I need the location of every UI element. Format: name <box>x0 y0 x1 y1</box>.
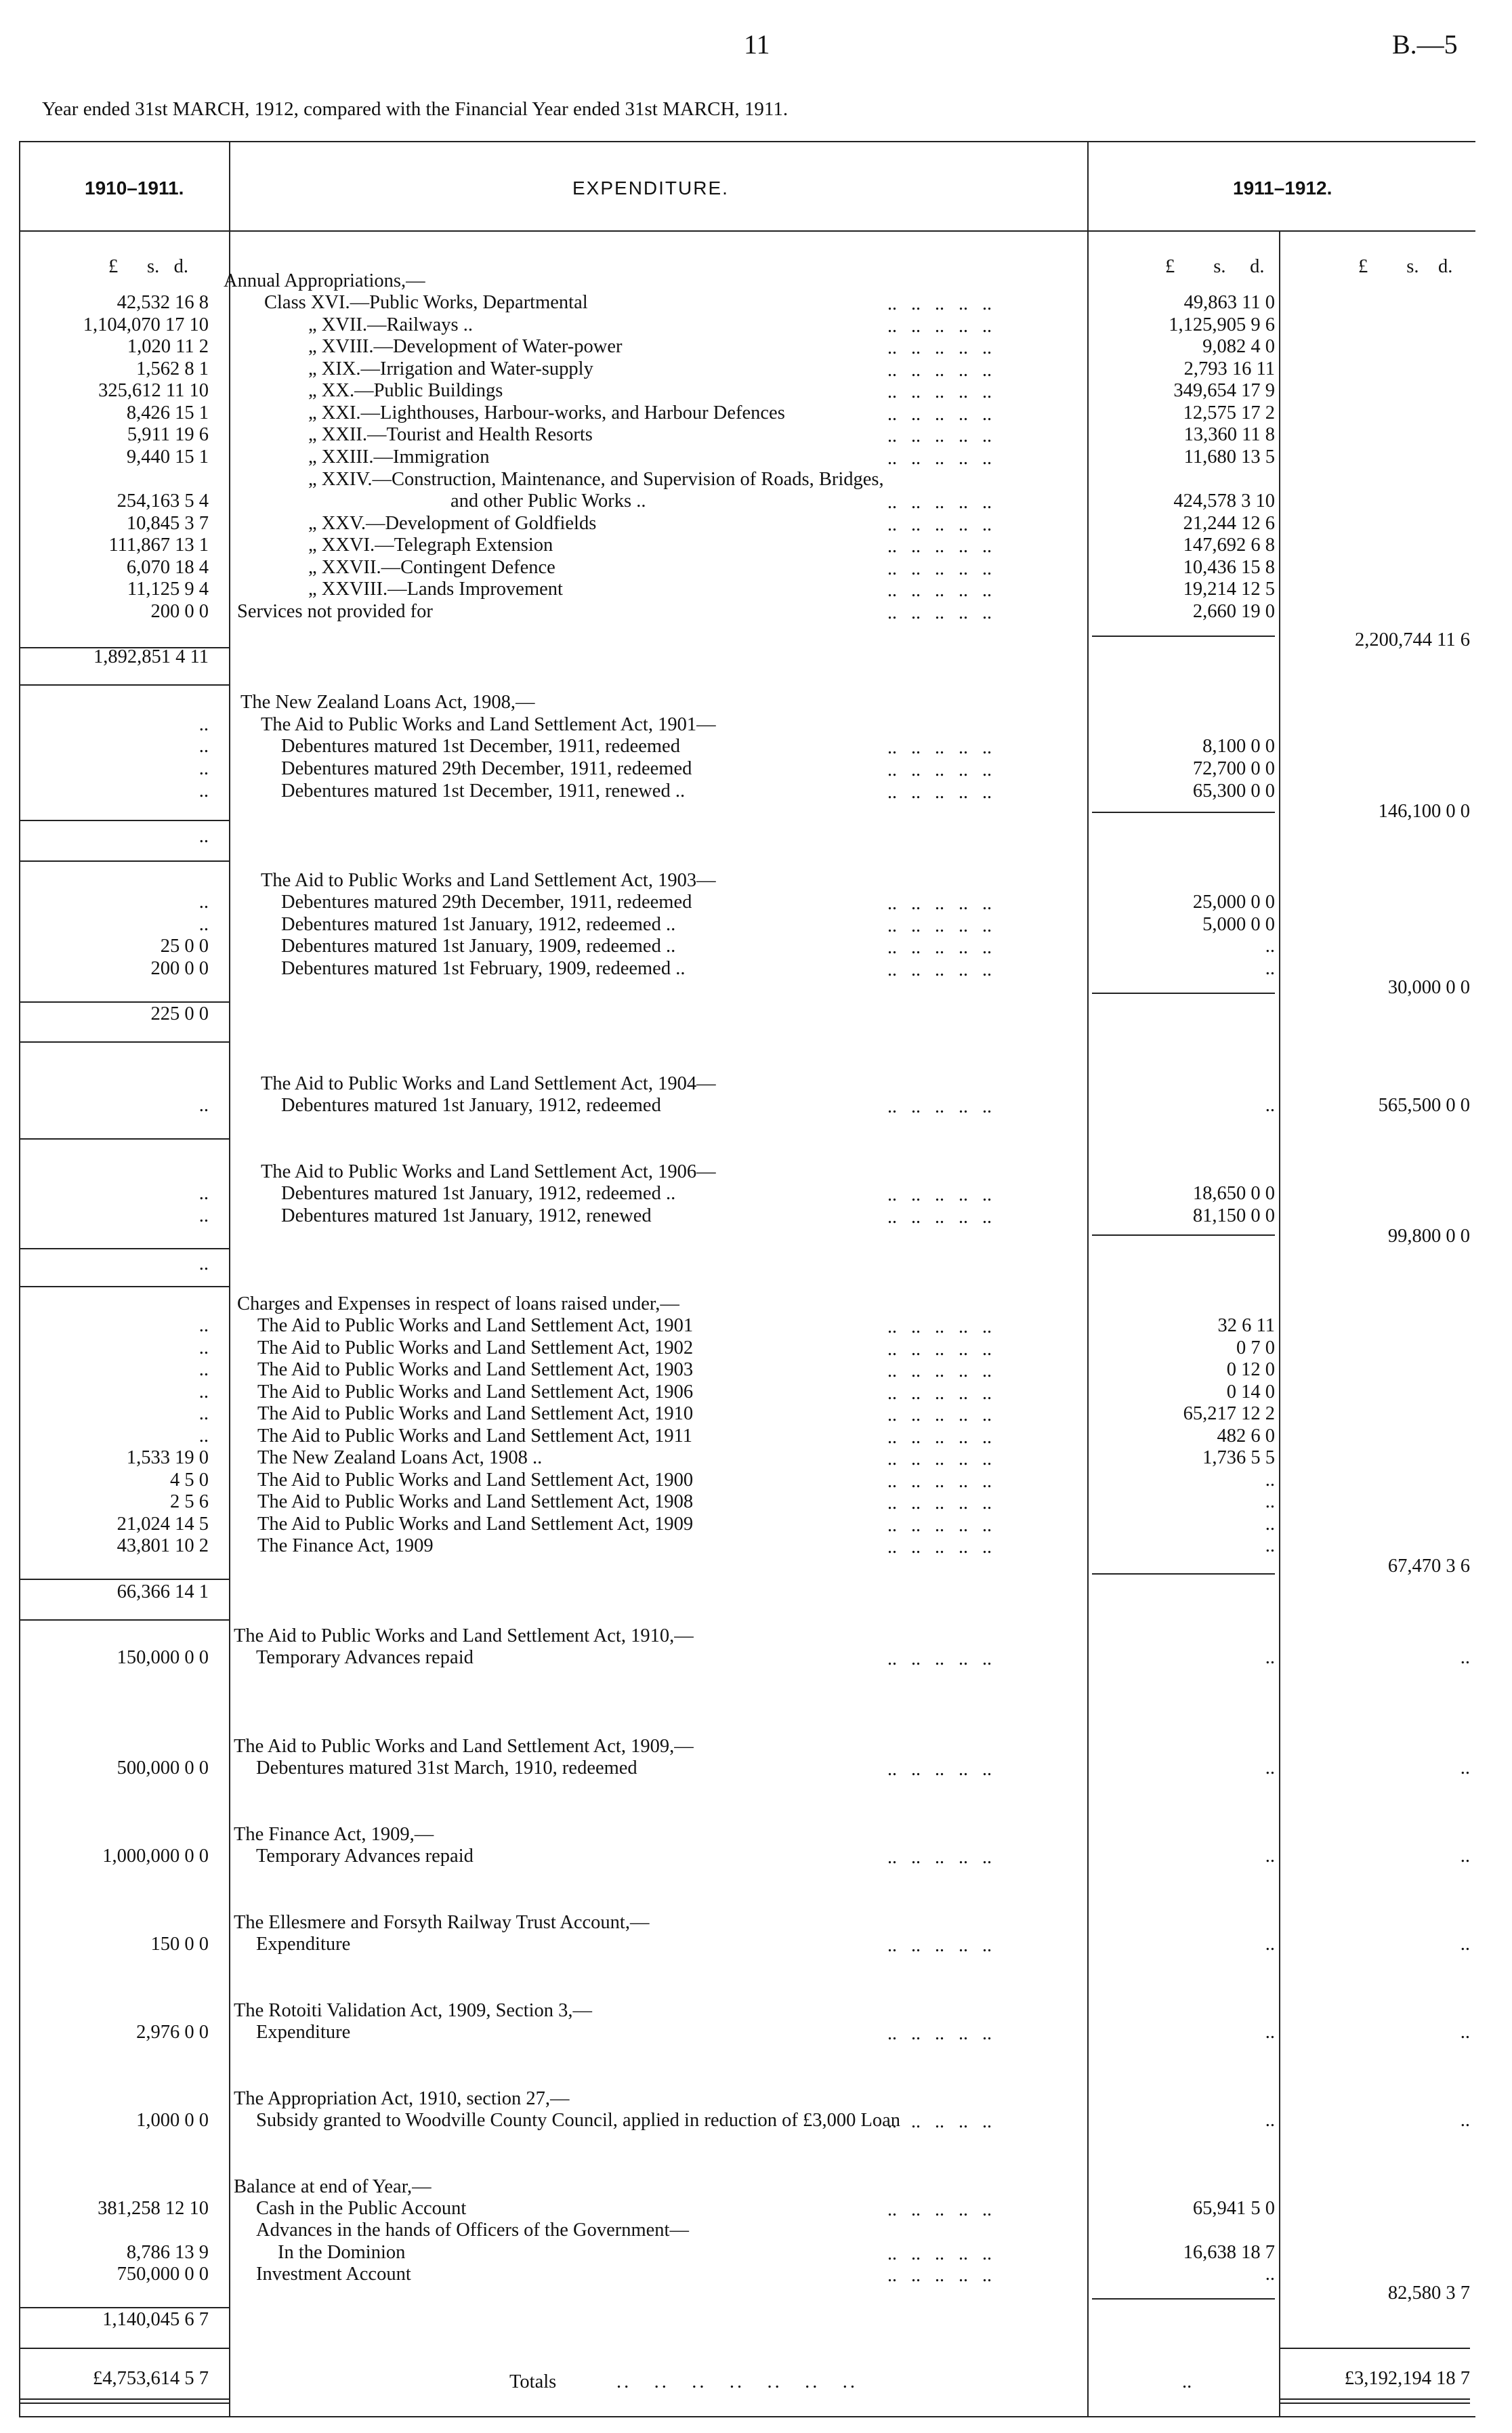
leader-dots: .. .. .. .. .. <box>887 316 992 337</box>
subtotal-rule <box>1092 2298 1275 2300</box>
subtotal-rule <box>19 684 229 686</box>
mid-amount: 5,000 0 0 <box>1202 914 1275 935</box>
totals-leader-dots: .. .. .. .. .. .. .. <box>616 2371 858 2392</box>
mid-amount: 9,082 4 0 <box>1202 336 1275 357</box>
line-description: „ XXIV.—Construction, Maintenance, and Supervision of Roads, Bridges, <box>308 469 884 490</box>
line-description: Investment Account <box>256 2264 411 2285</box>
leader-dots: .. .. .. .. .. <box>887 1648 992 1669</box>
line-description: Debentures matured 1st January, 1909, redeemed .. <box>281 936 676 957</box>
mid-amount: .. <box>1265 936 1275 957</box>
right-amount: 82,580 3 7 <box>1387 2283 1470 2304</box>
table-top-rule <box>19 141 1475 142</box>
leader-dots: .. .. .. .. .. <box>887 2265 992 2286</box>
line-description: „ XXVI.—Telegraph Extension <box>308 535 553 556</box>
left-amount: 25 0 0 <box>160 936 209 957</box>
line-description: The Aid to Public Works and Land Settlement Act, 1901 <box>257 1315 694 1336</box>
mid-amount: 16,638 18 7 <box>1183 2242 1275 2263</box>
mid-amount: 18,650 0 0 <box>1192 1183 1275 1204</box>
left-amount: .. <box>198 1315 209 1336</box>
leader-dots: .. .. .. .. .. <box>887 425 992 446</box>
right-amount: 2,200,744 11 6 <box>1355 629 1470 650</box>
subtotal-rule <box>1092 993 1275 994</box>
leader-dots: .. .. .. .. .. <box>887 536 992 557</box>
mid-amount: 8,100 0 0 <box>1202 736 1275 757</box>
leader-dots: .. .. .. .. .. <box>887 492 992 513</box>
leader-dots: .. .. .. .. .. <box>887 1449 992 1470</box>
line-description: „ XXII.—Tourist and Health Resorts <box>308 424 593 445</box>
mid-amount: .. <box>1265 2022 1275 2043</box>
left-amount: 1,562 8 1 <box>136 358 209 379</box>
mid-amount: 1,125,905 9 6 <box>1169 314 1275 335</box>
line-description: Charges and Expenses in respect of loans raised under,— <box>237 1293 679 1314</box>
line-description: Debentures matured 29th December, 1911, redeemed <box>281 758 692 779</box>
line-description: Cash in the Public Account <box>256 2198 467 2219</box>
mid-currency-heading <box>1165 256 1264 278</box>
subtotal-rule <box>19 2307 229 2308</box>
subtotal-rule <box>19 1041 229 1043</box>
leader-dots: .. .. .. .. .. <box>887 2023 992 2044</box>
line-description: „ XXV.—Development of Goldfields <box>308 513 597 534</box>
mid-amount: 13,360 11 8 <box>1183 424 1275 445</box>
column-header-1910-1911: 1910–1911. <box>85 178 184 199</box>
leader-dots: .. .. .. .. .. <box>887 404 992 425</box>
pence-label: d. <box>1250 256 1265 277</box>
mid-column-divider <box>1087 141 1089 2416</box>
left-amount: 2,976 0 0 <box>136 2022 209 2043</box>
left-amount: .. <box>198 826 209 847</box>
leader-dots: .. .. .. .. .. <box>887 1096 992 1117</box>
leader-dots: .. .. .. .. .. <box>887 1471 992 1492</box>
line-description: The Aid to Public Works and Land Settlement Act, 1903— <box>261 870 716 891</box>
mid-amount: 0 7 0 <box>1236 1337 1275 1358</box>
left-amount: .. <box>198 1381 209 1402</box>
mid-amount: .. <box>1265 958 1275 979</box>
page-number: 11 <box>744 29 770 60</box>
line-description: „ XIX.—Irrigation and Water-supply <box>308 358 593 379</box>
subtotal-rule <box>1279 2348 1470 2349</box>
line-description: The Finance Act, 1909 <box>257 1535 434 1556</box>
subtotal-rule <box>19 1001 229 1003</box>
leader-dots: .. .. .. .. .. <box>887 760 992 781</box>
line-description: The Aid to Public Works and Land Settlement Act, 1909,— <box>234 1736 694 1757</box>
left-amount: .. <box>198 781 209 802</box>
leader-dots: .. .. .. .. .. <box>887 1184 992 1205</box>
total-1910-1911: £4,753,614 5 7 <box>93 2368 209 2389</box>
doc-reference: B.—5 <box>1392 29 1458 60</box>
left-amount: 6,070 18 4 <box>126 557 209 578</box>
left-amount: .. <box>198 714 209 735</box>
left-amount: .. <box>198 758 209 779</box>
right-amount: .. <box>1460 1846 1470 1867</box>
subtotal-rule <box>1092 812 1275 813</box>
total-double-rule <box>1279 2398 1470 2404</box>
mid-amount: .. <box>1265 1535 1275 1556</box>
line-description: „ XXVII.—Contingent Defence <box>308 557 555 578</box>
mid-amount: .. <box>1265 1514 1275 1535</box>
leader-dots: .. .. .. .. .. <box>887 915 992 936</box>
line-description: Debentures matured 31st March, 1910, redeemed <box>256 1758 637 1779</box>
mid-amount: 32 6 11 <box>1217 1315 1275 1336</box>
left-amount: 1,104,070 17 10 <box>83 314 209 335</box>
subtotal-rule <box>19 860 229 862</box>
left-amount: 325,612 11 10 <box>98 380 209 401</box>
line-description: „ XXVIII.—Lands Improvement <box>308 579 563 600</box>
mid-amount: 11,680 13 5 <box>1183 446 1275 467</box>
left-amount: .. <box>198 1205 209 1226</box>
mid-amount: 65,217 12 2 <box>1183 1403 1275 1424</box>
pound-label: £ <box>1358 256 1368 277</box>
line-description: „ XXIII.—Immigration <box>308 446 490 467</box>
left-amount: 1,892,851 4 11 <box>93 646 209 667</box>
subtotal-rule <box>19 1619 229 1621</box>
left-amount: .. <box>198 1253 209 1274</box>
line-description: Debentures matured 1st January, 1912, redeemed .. <box>281 914 676 935</box>
line-description: The Aid to Public Works and Land Settlement Act, 1904— <box>261 1073 716 1094</box>
leader-dots: .. .. .. .. .. <box>887 782 992 803</box>
left-amount: .. <box>198 1359 209 1380</box>
left-amount: 11,125 9 4 <box>127 579 209 600</box>
leader-dots: .. .. .. .. .. <box>887 937 992 958</box>
mid-amount: 25,000 0 0 <box>1192 892 1275 913</box>
subtotal-rule <box>19 2348 229 2349</box>
mid-amount: 482 6 0 <box>1217 1426 1275 1447</box>
left-amount: 500,000 0 0 <box>117 1758 209 1779</box>
line-description: and other Public Works .. <box>450 491 646 512</box>
mid-amount: 81,150 0 0 <box>1192 1205 1275 1226</box>
line-description: Services not provided for <box>237 601 433 622</box>
mid-amount: 424,578 3 10 <box>1173 491 1275 512</box>
table-bottom-rule <box>19 2416 1475 2417</box>
mid-amount: 21,244 12 6 <box>1183 513 1275 534</box>
line-description: The Aid to Public Works and Land Settlement Act, 1908 <box>257 1491 694 1512</box>
left-amount: 8,426 15 1 <box>126 402 209 423</box>
mid-amount: 65,300 0 0 <box>1192 781 1275 802</box>
leader-dots: .. .. .. .. .. <box>887 2199 992 2220</box>
leader-dots: .. .. .. .. .. <box>887 1207 992 1228</box>
line-description: „ XX.—Public Buildings <box>308 380 503 401</box>
line-description: The Aid to Public Works and Land Settlement Act, 1901— <box>261 714 716 735</box>
left-amount: 42,532 16 8 <box>117 292 209 313</box>
mid-amount: .. <box>1265 1934 1275 1955</box>
right-currency-heading <box>1358 256 1452 278</box>
mid-amount: .. <box>1265 1470 1275 1491</box>
leader-dots: .. .. .. .. .. <box>887 1339 992 1360</box>
leader-dots: .. .. .. .. .. <box>887 1847 992 1868</box>
left-amount: 750,000 0 0 <box>117 2264 209 2285</box>
left-amount: .. <box>198 1337 209 1358</box>
line-description: The Aid to Public Works and Land Settlement Act, 1911 <box>257 1426 693 1447</box>
left-amount: 381,258 12 10 <box>98 2198 209 2219</box>
line-description: The Appropriation Act, 1910, section 27,— <box>234 2088 570 2109</box>
total-1911-1912: £3,192,194 18 7 <box>1344 2368 1470 2389</box>
line-description: The Aid to Public Works and Land Settlement Act, 1902 <box>257 1337 694 1358</box>
left-amount: .. <box>198 1183 209 1204</box>
header-bottom-rule <box>19 230 1475 232</box>
left-amount: 150 0 0 <box>150 1934 209 1955</box>
leader-dots: .. .. .. .. .. <box>887 580 992 601</box>
leader-dots: .. .. .. .. .. <box>887 1427 992 1448</box>
mid-amount: .. <box>1265 1491 1275 1512</box>
line-description: Subsidy granted to Woodville County Council, applied in reduction of £3,000 Loan <box>256 2110 901 2131</box>
leader-dots: .. .. .. .. .. <box>887 1759 992 1780</box>
line-description: Debentures matured 1st December, 1911, renewed .. <box>281 781 686 802</box>
left-amount: .. <box>198 1095 209 1116</box>
line-description: Debentures matured 29th December, 1911, redeemed <box>281 892 692 913</box>
left-amount: 200 0 0 <box>150 601 209 622</box>
line-description: Debentures matured 1st January, 1912, renewed <box>281 1205 652 1226</box>
pound-label: £ <box>108 256 119 277</box>
pound-label: £ <box>1165 256 1175 277</box>
left-column-divider <box>229 141 230 2416</box>
left-amount: .. <box>198 892 209 913</box>
left-amount: 2 5 6 <box>170 1491 209 1512</box>
left-amount: 1,140,045 6 7 <box>102 2309 209 2330</box>
table-left-edge <box>19 141 20 2416</box>
mid-amount: 72,700 0 0 <box>1192 758 1275 779</box>
left-amount: 10,845 3 7 <box>126 513 209 534</box>
left-amount: 43,801 10 2 <box>117 1535 209 1556</box>
left-currency-heading <box>108 256 188 278</box>
mid-amount: 1,736 5 5 <box>1202 1447 1275 1468</box>
left-amount: 8,786 13 9 <box>126 2242 209 2263</box>
shilling-label: s. <box>1406 256 1419 277</box>
mid-amount: .. <box>1265 1095 1275 1116</box>
right-amount: 146,100 0 0 <box>1378 801 1470 822</box>
page-subtitle: Year ended 31st MARCH, 1912, compared with the Financial Year ended 31st MARCH, 1911. <box>42 98 789 120</box>
line-description: In the Dominion <box>278 2242 406 2263</box>
line-description: The New Zealand Loans Act, 1908 .. <box>257 1447 543 1468</box>
line-description: The Aid to Public Works and Land Settlement Act, 1910 <box>257 1403 694 1424</box>
left-amount: 9,440 15 1 <box>126 446 209 467</box>
subtotal-rule <box>19 820 229 821</box>
line-description: The Finance Act, 1909,— <box>234 1824 434 1845</box>
line-description: Debentures matured 1st January, 1912, redeemed <box>281 1095 661 1116</box>
mid-amount: 10,436 15 8 <box>1183 557 1275 578</box>
left-amount: .. <box>198 914 209 935</box>
leader-dots: .. .. .. .. .. <box>887 1405 992 1426</box>
left-amount: 254,163 5 4 <box>117 491 209 512</box>
left-amount: 66,366 14 1 <box>117 1581 209 1602</box>
line-description: The Aid to Public Works and Land Settlement Act, 1900 <box>257 1470 694 1491</box>
subtotal-rule <box>1092 1234 1275 1236</box>
left-amount: .. <box>198 1426 209 1447</box>
right-amount: .. <box>1460 2110 1470 2131</box>
subtotal-rule <box>19 1579 229 1580</box>
pence-label: d. <box>1437 256 1453 277</box>
left-amount: .. <box>198 736 209 757</box>
leader-dots: .. .. .. .. .. <box>887 1383 992 1404</box>
line-description: The Aid to Public Works and Land Settlement Act, 1906— <box>261 1161 716 1182</box>
mid-amount: .. <box>1265 1758 1275 1779</box>
line-description: The Ellesmere and Forsyth Railway Trust Account,— <box>234 1912 650 1933</box>
mid-amount: 0 12 0 <box>1226 1359 1275 1380</box>
left-amount: 4 5 0 <box>170 1470 209 1491</box>
line-description: Debentures matured 1st January, 1912, redeemed .. <box>281 1183 676 1204</box>
line-description: Debentures matured 1st February, 1909, redeemed .. <box>281 958 686 979</box>
leader-dots: .. .. .. .. .. <box>887 1537 992 1558</box>
leader-dots: .. .. .. .. .. <box>887 293 992 314</box>
leader-dots: .. .. .. .. .. <box>887 448 992 469</box>
leader-dots: .. .. .. .. .. <box>887 1935 992 1956</box>
mid-amount: 49,863 11 0 <box>1183 292 1275 313</box>
right-amount: .. <box>1460 1758 1470 1779</box>
mid-amount: 19,214 12 5 <box>1183 579 1275 600</box>
leader-dots: .. .. .. .. .. <box>887 893 992 914</box>
leader-dots: .. .. .. .. .. <box>887 737 992 758</box>
leader-dots: .. .. .. .. .. <box>887 514 992 535</box>
mid-amount: .. <box>1265 1846 1275 1867</box>
leader-dots: .. .. .. .. .. <box>887 381 992 402</box>
leader-dots: .. .. .. .. .. <box>887 2111 992 2132</box>
leader-dots: .. .. .. .. .. <box>887 558 992 579</box>
total-mid-value: .. <box>1182 2371 1192 2392</box>
total-double-rule <box>19 2398 229 2404</box>
line-description: Temporary Advances repaid <box>256 1846 474 1867</box>
subtotal-rule <box>1092 1573 1275 1575</box>
line-description: The Aid to Public Works and Land Settlement Act, 1906 <box>257 1381 694 1402</box>
line-description: The New Zealand Loans Act, 1908,— <box>240 692 535 713</box>
line-description: Annual Appropriations,— <box>224 270 425 291</box>
line-description: The Aid to Public Works and Land Settlement Act, 1903 <box>257 1359 694 1380</box>
line-description: Class XVI.—Public Works, Departmental <box>264 292 588 313</box>
totals-label: Totals <box>509 2371 557 2392</box>
leader-dots: .. .. .. .. .. <box>887 1360 992 1381</box>
leader-dots: .. .. .. .. .. <box>887 1316 992 1337</box>
line-description: The Aid to Public Works and Land Settlement Act, 1909 <box>257 1514 694 1535</box>
shilling-label: s. <box>1213 256 1226 277</box>
mid-amount: 2,793 16 11 <box>1183 358 1275 379</box>
leader-dots: .. .. .. .. .. <box>887 2243 992 2264</box>
line-description: The Aid to Public Works and Land Settlement Act, 1910,— <box>234 1625 694 1646</box>
subtotal-rule <box>19 1286 229 1287</box>
leader-dots: .. .. .. .. .. <box>887 1493 992 1514</box>
right-amount: 565,500 0 0 <box>1378 1095 1470 1116</box>
left-amount: 225 0 0 <box>150 1003 209 1024</box>
line-description: Advances in the hands of Officers of the Government— <box>256 2220 689 2241</box>
leader-dots: .. .. .. .. .. <box>887 360 992 381</box>
left-amount: 150,000 0 0 <box>117 1647 209 1668</box>
mid-amount: .. <box>1265 2110 1275 2131</box>
right-amount: 30,000 0 0 <box>1387 977 1470 998</box>
subtotal-rule <box>1092 636 1275 637</box>
line-description: „ XVII.—Railways .. <box>308 314 473 335</box>
left-amount: .. <box>198 1403 209 1424</box>
mid-amount: 349,654 17 9 <box>1173 380 1275 401</box>
line-description: Expenditure <box>256 1934 351 1955</box>
mid-amount: .. <box>1265 1647 1275 1668</box>
right-amount: .. <box>1460 1934 1470 1955</box>
line-description: Temporary Advances repaid <box>256 1647 474 1668</box>
left-amount: 1,533 19 0 <box>126 1447 209 1468</box>
left-amount: 5,911 19 6 <box>127 424 209 445</box>
subtotal-rule <box>19 1138 229 1140</box>
mid-amount: 2,660 19 0 <box>1192 601 1275 622</box>
left-amount: 21,024 14 5 <box>117 1514 209 1535</box>
right-amount: .. <box>1460 1647 1470 1668</box>
left-amount: 1,020 11 2 <box>127 336 209 357</box>
leader-dots: .. .. .. .. .. <box>887 337 992 358</box>
leader-dots: .. .. .. .. .. <box>887 1515 992 1536</box>
column-header-1911-1912: 1911–1912. <box>1233 178 1332 199</box>
line-description: „ XVIII.—Development of Water-power <box>308 336 623 357</box>
leader-dots: .. .. .. .. .. <box>887 959 992 980</box>
subtotal-rule <box>19 1248 229 1249</box>
mid-amount: 0 14 0 <box>1226 1381 1275 1402</box>
mid-amount: 147,692 6 8 <box>1183 535 1275 556</box>
left-amount: 200 0 0 <box>150 958 209 979</box>
subtotal-rule <box>19 647 229 648</box>
mid-amount: 12,575 17 2 <box>1183 402 1275 423</box>
line-description: Debentures matured 1st December, 1911, redeemed <box>281 736 680 757</box>
column-header-expenditure: EXPENDITURE. <box>572 178 729 199</box>
right-amount: .. <box>1460 2022 1470 2043</box>
mid-amount: 65,941 5 0 <box>1192 2198 1275 2219</box>
right-amount: 67,470 3 6 <box>1387 1556 1470 1577</box>
left-amount: 1,000,000 0 0 <box>102 1846 209 1867</box>
shilling-label: s. <box>147 256 160 277</box>
left-amount: 1,000 0 0 <box>136 2110 209 2131</box>
line-description: „ XXI.—Lighthouses, Harbour-works, and Harbour Defences <box>308 402 785 423</box>
line-description: Expenditure <box>256 2022 351 2043</box>
leader-dots: .. .. .. .. .. <box>887 602 992 623</box>
mid-amount: .. <box>1265 2264 1275 2285</box>
right-amount: 99,800 0 0 <box>1387 1226 1470 1247</box>
left-amount: 111,867 13 1 <box>108 535 209 556</box>
right-inner-divider <box>1279 230 1280 2416</box>
line-description: Balance at end of Year,— <box>234 2176 432 2197</box>
pence-label: d. <box>173 256 188 277</box>
line-description: The Rotoiti Validation Act, 1909, Section 3,— <box>234 2000 593 2021</box>
